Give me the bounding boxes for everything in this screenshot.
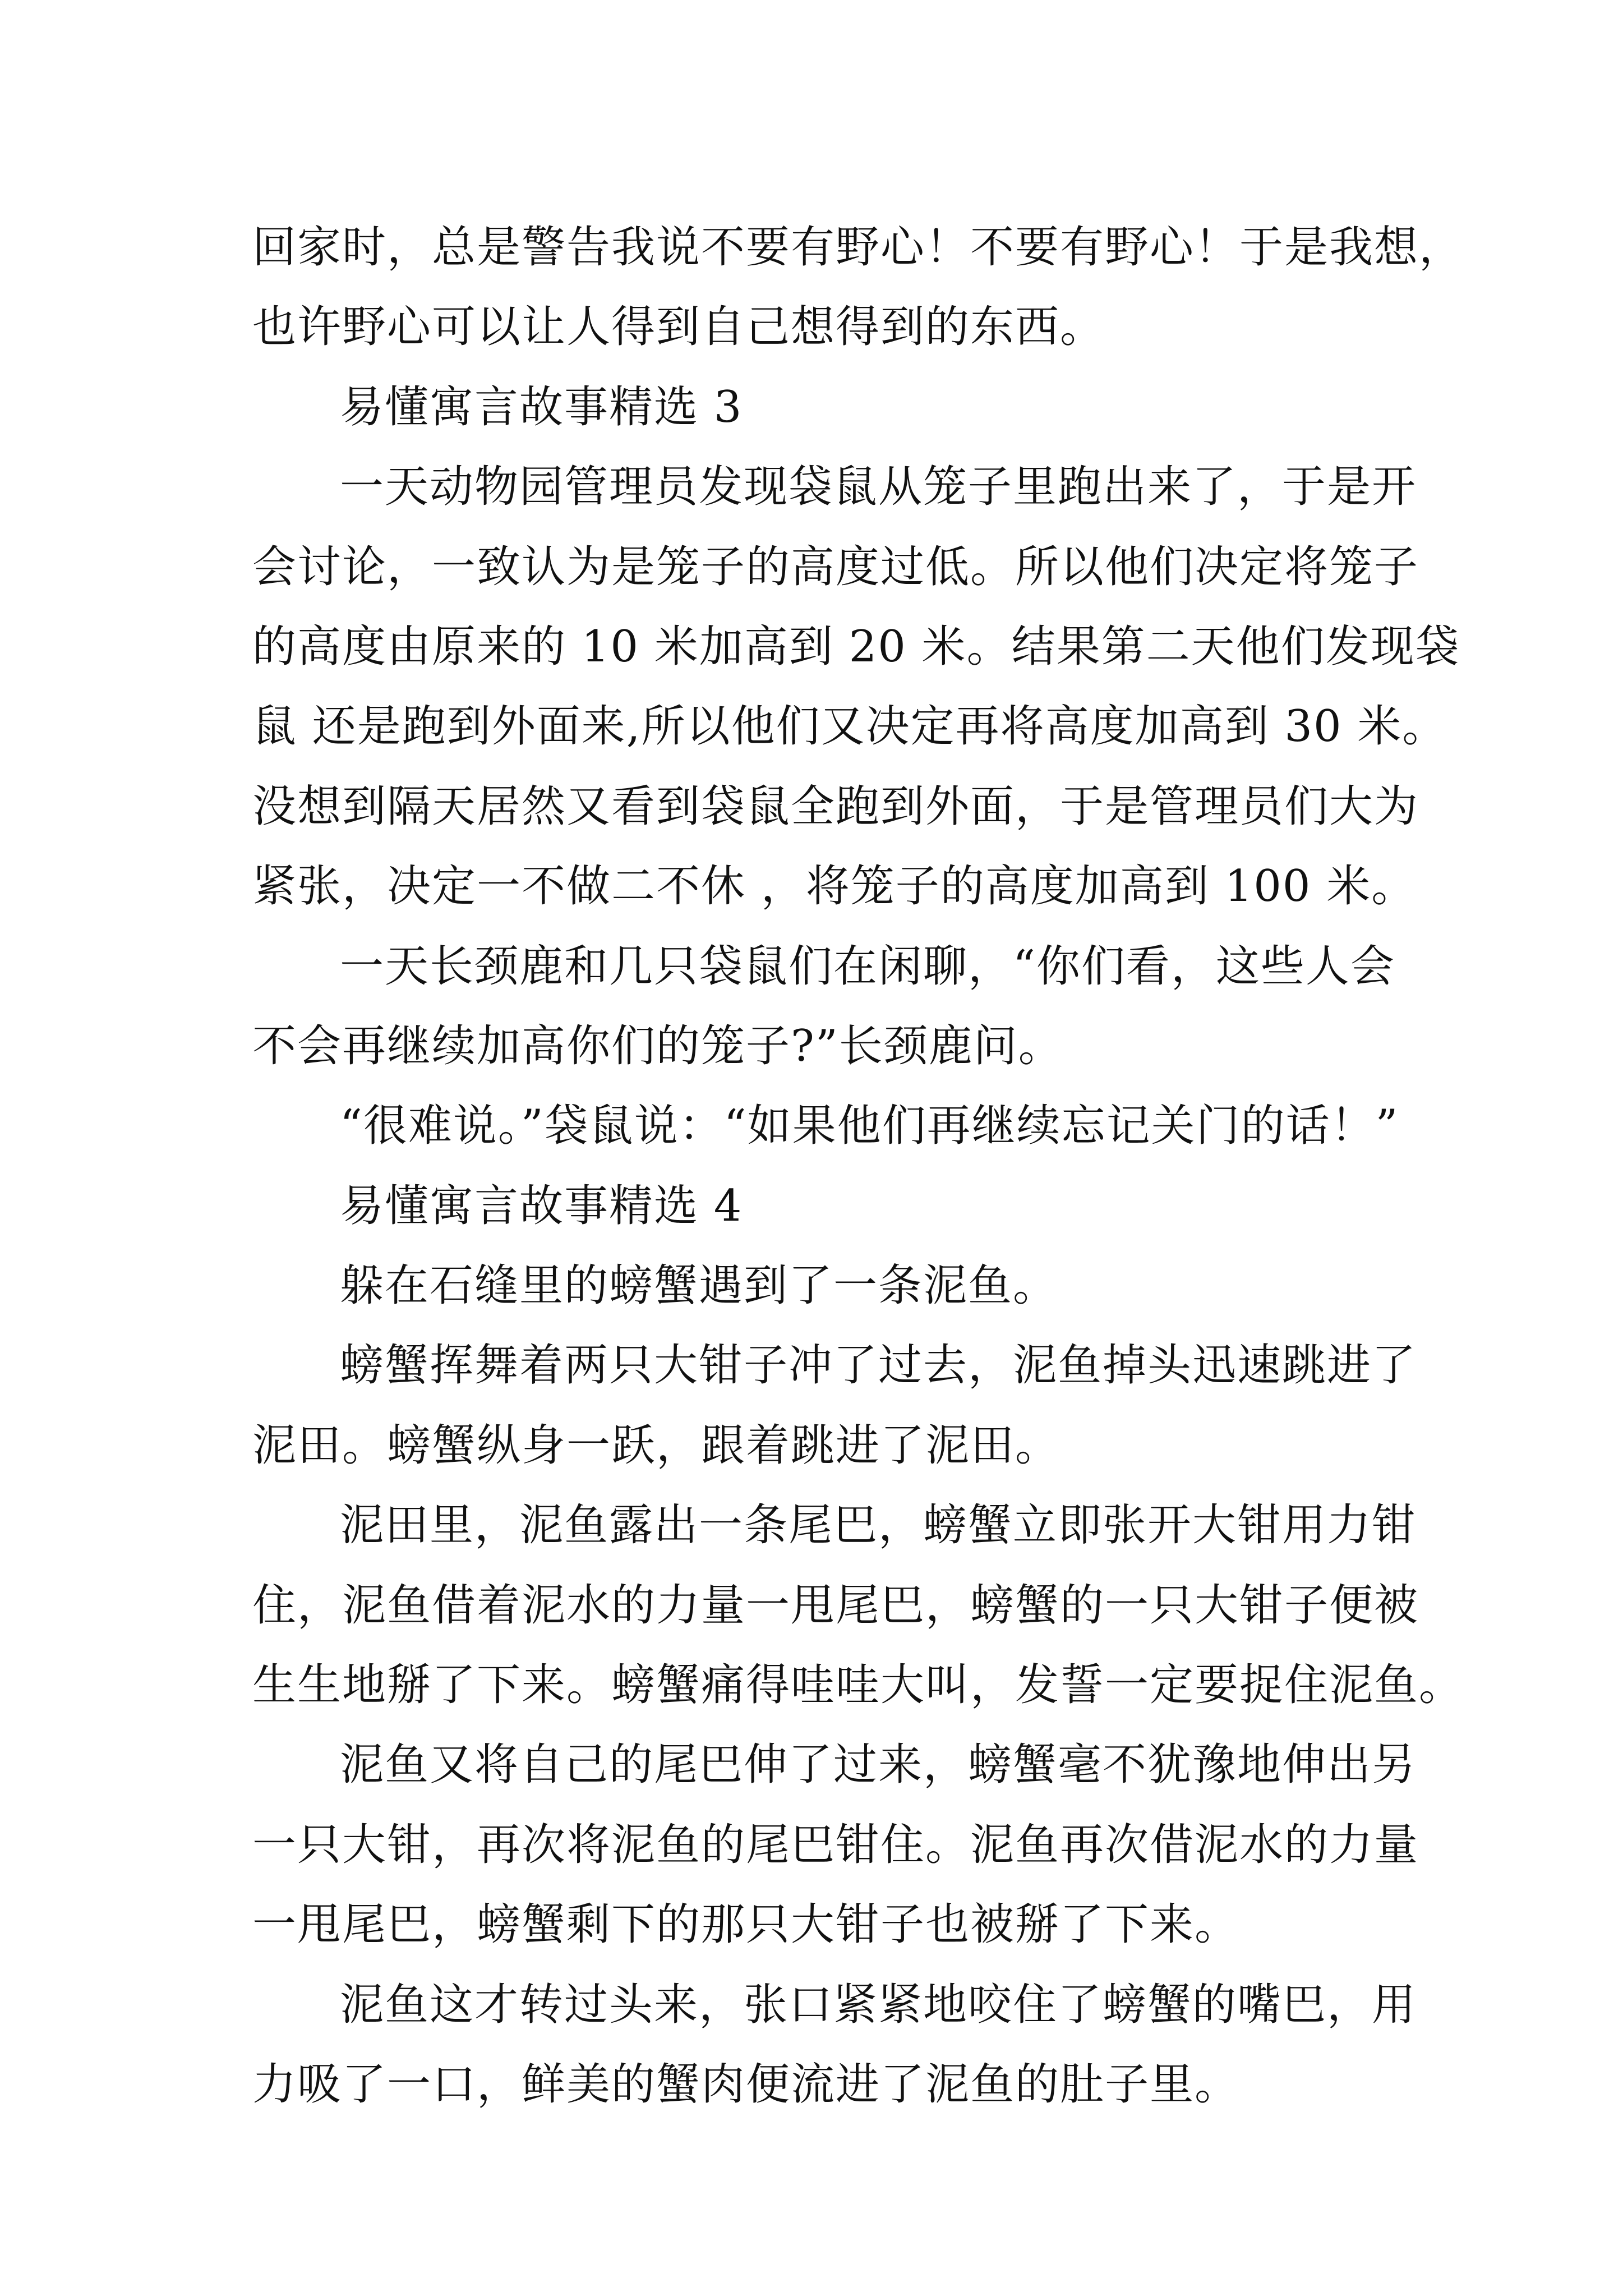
text-line: 没想到隔天居然又看到袋鼠全跑到外面，于是管理员们大为 [252,781,1419,832]
paragraph-start: 螃蟹挥舞着两只大钳子冲了过去，泥鱼掉头迅速跳进了 [340,1340,1417,1391]
text-line: 紧张，决定一不做二不休 ，将笼子的高度加高到 100 米。 [252,861,1417,912]
section-heading: 易懂寓言故事精选 4 [340,1180,743,1231]
paragraph-start: 泥田里，泥鱼露出一条尾巴，螃蟹立即张开大钳用力钳 [340,1500,1417,1551]
text-line: 一只大钳，再次将泥鱼的尾巴钳住。泥鱼再次借泥水的力量 [252,1819,1419,1870]
document-body [252,208,1464,2124]
text-line: 一甩尾巴，螃蟹剩下的那只大钳子也被掰了下来。 [252,1899,1240,1950]
text-line: 不会再继续加高你们的笼子?”长颈鹿问。 [252,1020,1063,1071]
text-line: 会讨论，一致认为是笼子的高度过低。所以他们决定将笼子 [252,541,1419,592]
paragraph-start: 躲在石缝里的螃蟹遇到了一条泥鱼。 [340,1260,1058,1312]
text-line: 的高度由原来的 10 米加高到 20 米。结果第二天他们发现袋 [252,621,1460,672]
text-line: 鼠 还是跑到外面来,所以他们又决定再将高度加高到 30 米。 [252,701,1447,752]
paragraph-start: 一天长颈鹿和几只袋鼠们在闲聊，“你们看，这些人会 [340,941,1395,992]
text-line: 回家时，总是警告我说不要有野心！不要有野心！于是我想， [252,222,1464,273]
text-line: 生生地掰了下来。螃蟹痛得哇哇大叫，发誓一定要捉住泥鱼。 [252,1660,1464,1711]
paragraph-start: 一天动物园管理员发现袋鼠从笼子里跑出来了，于是开 [340,462,1417,513]
section-heading: 易懂寓言故事精选 3 [340,381,743,432]
text-line: 泥田。螃蟹纵身一跃，跟着跳进了泥田。 [252,1420,1061,1471]
paragraph-start: 泥鱼这才转过头来，张口紧紧地咬住了螃蟹的嘴巴，用 [340,1979,1417,2030]
text-line: 住，泥鱼借着泥水的力量一甩尾巴，螃蟹的一只大钳子便被 [252,1580,1419,1631]
text-line: 力吸了一口，鲜美的蟹肉便流进了泥鱼的肚子里。 [252,2059,1240,2110]
paragraph-start: 泥鱼又将自己的尾巴伸了过来，螃蟹毫不犹豫地伸出另 [340,1740,1417,1791]
paragraph-start: “很难说。”袋鼠说：“如果他们再继续忘记关门的话！” [340,1101,1399,1152]
text-line: 也许野心可以让人得到自己想得到的东西。 [252,302,1105,353]
